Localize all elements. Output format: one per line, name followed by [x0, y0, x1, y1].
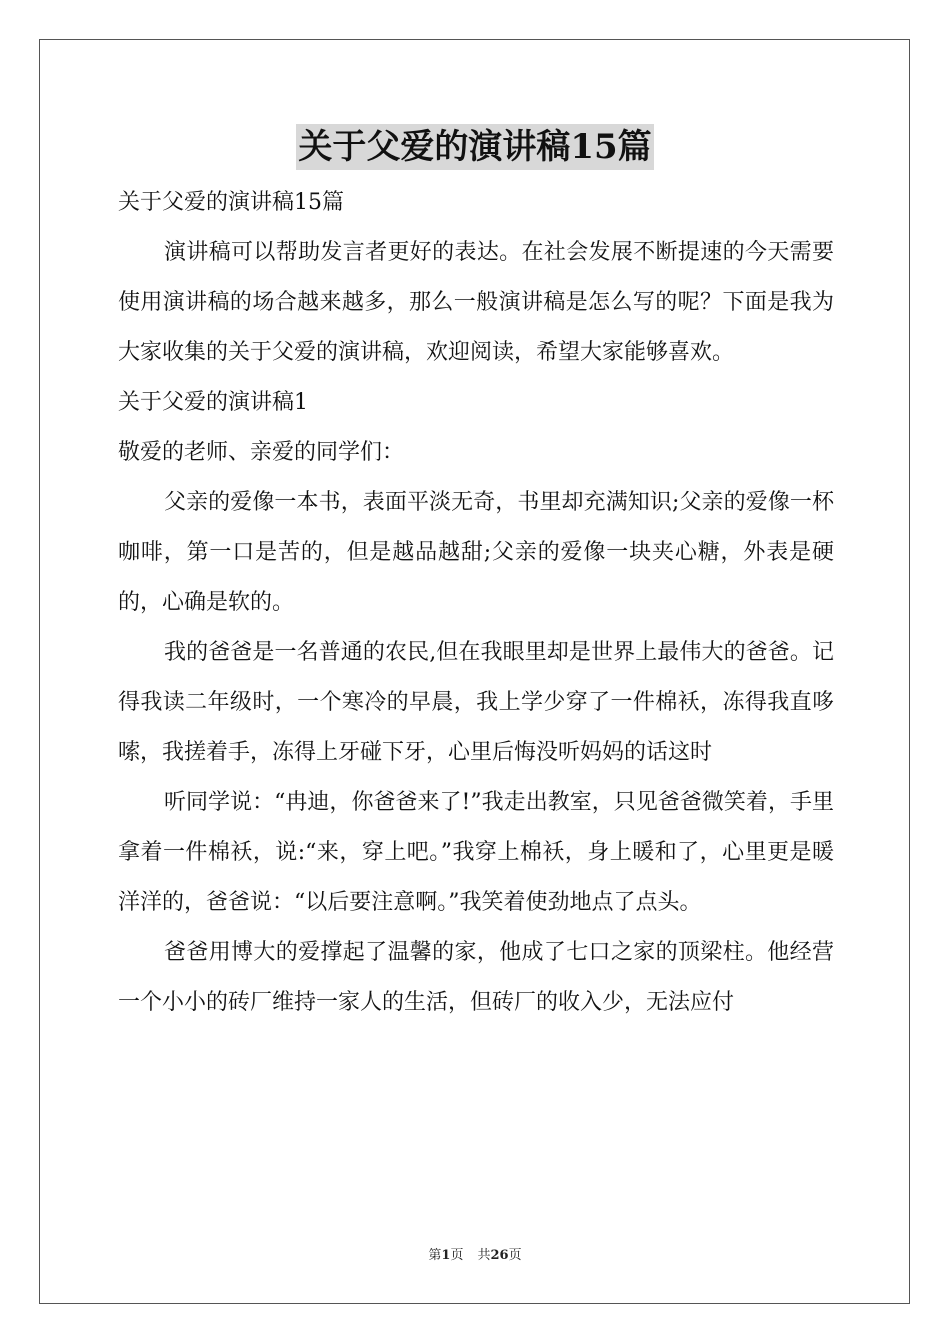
paragraph: 关于父爱的演讲稿1 [118, 390, 308, 415]
total-suffix: 页 [508, 1248, 522, 1263]
paragraph: 关于父爱的演讲稿15篇 [118, 190, 344, 215]
page-prefix: 第 [428, 1248, 442, 1263]
document-title: 关于父爱的演讲稿15篇 [296, 124, 653, 170]
paragraph: 爸爸用博大的爱撑起了温馨的家，他成了七口之家的顶梁柱。他经营一个小小的砖厂维持一家人的生活，但砖厂的收入少，无法应付 [118, 940, 834, 1015]
page-suffix: 页 [450, 1248, 464, 1263]
paragraph: 敬爱的老师、亲爱的同学们： [118, 440, 405, 465]
total-pages: 26 [490, 1248, 509, 1263]
paragraph: 我的爸爸是一名普通的农民,但在我眼里却是世界上最伟大的爸爸。记得我读二年级时，一个寒冷的早晨，我上学少穿了一件棉袄，冻得我直哆嗦，我搓着手，冻得上牙碰下牙，心里后悔没听妈妈的话这时 [118, 640, 834, 765]
document-body [118, 178, 834, 1028]
page-footer [0, 1244, 950, 1263]
total-prefix: 共 [477, 1248, 491, 1263]
paragraph: 父亲的爱像一本书，表面平淡无奇，书里却充满知识;父亲的爱像一杯咖啡，第一口是苦的，但是越品越甜;父亲的爱像一块夹心糖，外表是硬的，心确是软的。 [118, 490, 834, 615]
page-number: 1 [441, 1248, 451, 1263]
title-container [0, 124, 950, 170]
paragraph: 演讲稿可以帮助发言者更好的表达。在社会发展不断提速的今天需要使用演讲稿的场合越来越多，那么一般演讲稿是怎么写的呢？下面是我为大家收集的关于父爱的演讲稿，欢迎阅读，希望大家能够喜欢。 [118, 240, 834, 365]
paragraph: 听同学说：“冉迪，你爸爸来了!”我走出教室，只见爸爸微笑着，手里拿着一件棉袄，说:“来，穿上吧。”我穿上棉袄，身上暖和了，心里更是暖洋洋的，爸爸说：“以后要注意啊。”我笑着使劲地点了点头。 [118, 790, 834, 915]
